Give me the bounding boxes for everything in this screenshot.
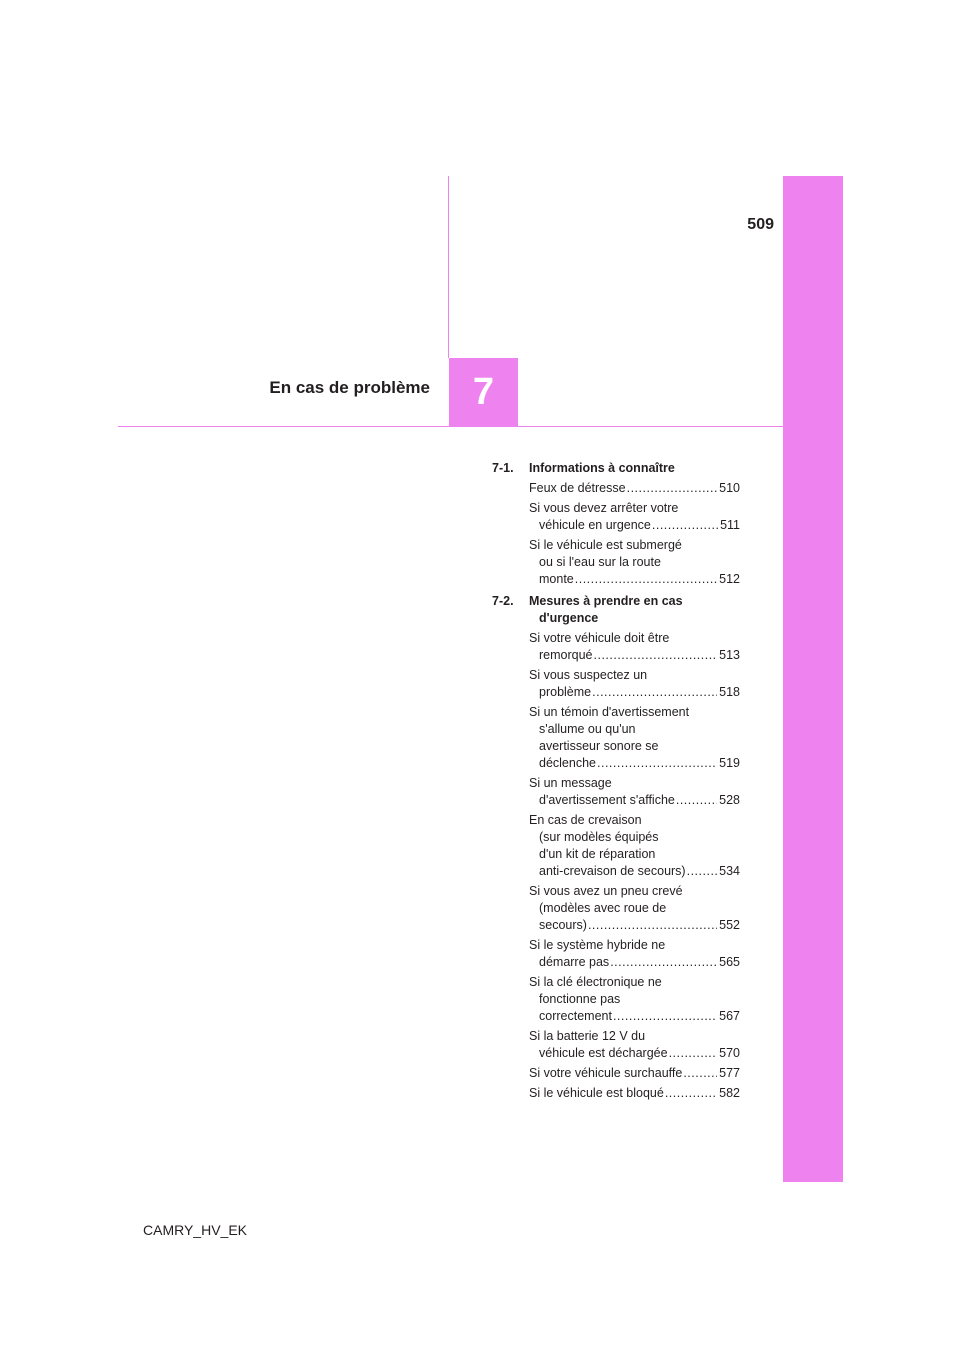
toc-entry-text: remorqué bbox=[539, 648, 593, 662]
toc-section-title bbox=[529, 460, 740, 477]
toc-entry-page: 565 bbox=[719, 955, 740, 969]
toc-entry-page: 512 bbox=[719, 572, 740, 586]
toc-entry-text: En cas de crevaison bbox=[529, 813, 642, 827]
toc-entry[interactable] bbox=[529, 812, 740, 880]
toc-entry-page: 519 bbox=[719, 756, 740, 770]
toc-entry-page: 570 bbox=[719, 1046, 740, 1060]
toc-entry-page: 552 bbox=[719, 918, 740, 932]
page-number: 509 bbox=[747, 216, 774, 233]
toc-entry-text: fonctionne pas bbox=[539, 992, 621, 1006]
toc-entry[interactable] bbox=[529, 630, 740, 664]
toc-entry-text: secours) bbox=[539, 918, 587, 932]
document-code: CAMRY_HV_EK bbox=[143, 1222, 248, 1238]
header-horizontal-rule bbox=[118, 426, 783, 427]
toc-entry-text: Si le véhicule est bloqué bbox=[529, 1086, 664, 1100]
toc-entry-page: 511 bbox=[720, 518, 740, 532]
toc-entry-text: Si vous devez arrêter votre bbox=[529, 501, 679, 515]
toc-entry-text: (modèles avec roue de bbox=[539, 901, 667, 915]
toc-entry-text: Si le système hybride ne bbox=[529, 938, 666, 952]
toc-entry-text: Feux de détresse bbox=[529, 481, 626, 495]
toc-entry-page: 582 bbox=[719, 1086, 740, 1100]
toc-entry-page: 513 bbox=[719, 648, 740, 662]
toc-entry-text: démarre pas bbox=[539, 955, 610, 969]
toc-section-title bbox=[529, 593, 740, 627]
toc-entry-text: monte bbox=[539, 572, 574, 586]
toc-entry-text: s'allume ou qu'un bbox=[539, 722, 636, 736]
toc-section-heading[interactable] bbox=[492, 460, 740, 477]
toc-entry-list bbox=[529, 480, 740, 588]
toc-entry-page: 510 bbox=[719, 481, 740, 495]
toc-entry[interactable] bbox=[529, 500, 740, 534]
toc-entry[interactable] bbox=[529, 480, 740, 497]
toc-dot-leader bbox=[594, 647, 718, 664]
toc-entry[interactable] bbox=[529, 937, 740, 971]
chapter-number-box: 7 bbox=[449, 358, 518, 426]
toc-dot-leader bbox=[669, 1045, 718, 1062]
toc-entry-page: 518 bbox=[719, 685, 740, 699]
toc-entry[interactable] bbox=[529, 1065, 740, 1082]
toc-section-number: 7-2. bbox=[492, 594, 514, 608]
toc-entry-text: correctement bbox=[539, 1009, 612, 1023]
toc-section-number: 7-1. bbox=[492, 461, 514, 475]
toc-entry-text: Si vous suspectez un bbox=[529, 668, 648, 682]
toc-section-heading[interactable] bbox=[492, 593, 740, 627]
toc-entry-list bbox=[529, 630, 740, 1102]
toc-entry-page: 528 bbox=[719, 793, 740, 807]
toc-entry-page: 577 bbox=[719, 1066, 740, 1080]
toc-entry-page: 567 bbox=[719, 1009, 740, 1023]
toc-entry-text: (sur modèles équipés bbox=[539, 830, 659, 844]
toc-entry[interactable] bbox=[529, 1085, 740, 1102]
toc-entry-text: Si le véhicule est submergé bbox=[529, 538, 682, 552]
toc-entry-text: anti-crevaison de secours) bbox=[539, 864, 686, 878]
toc-section-title-line: Mesures à prendre en cas bbox=[529, 594, 683, 608]
toc-dot-leader bbox=[613, 1008, 717, 1025]
table-of-contents bbox=[492, 460, 740, 1107]
toc-entry[interactable] bbox=[529, 1028, 740, 1062]
toc-section-title-line: d'urgence bbox=[539, 611, 599, 625]
toc-entry[interactable] bbox=[529, 883, 740, 934]
toc-dot-leader bbox=[683, 1065, 717, 1082]
toc-entry-text: véhicule en urgence bbox=[539, 518, 651, 532]
toc-entry-text: Si un témoin d'avertissement bbox=[529, 705, 690, 719]
toc-entry-text: d'avertissement s'affiche bbox=[539, 793, 675, 807]
toc-entry[interactable] bbox=[529, 775, 740, 809]
toc-dot-leader bbox=[575, 571, 717, 588]
toc-entry-text: Si la clé électronique ne bbox=[529, 975, 662, 989]
toc-dot-leader bbox=[687, 863, 718, 880]
header-vertical-rule bbox=[448, 176, 449, 358]
toc-entry-text: avertisseur sonore se bbox=[539, 739, 659, 753]
toc-dot-leader bbox=[588, 917, 717, 934]
chapter-title: En cas de problème bbox=[269, 378, 430, 397]
toc-entry-text: véhicule est déchargée bbox=[539, 1046, 668, 1060]
toc-entry-text: d'un kit de réparation bbox=[539, 847, 656, 861]
toc-section-title-line: Informations à connaître bbox=[529, 461, 675, 475]
toc-entry[interactable] bbox=[529, 704, 740, 772]
toc-entry-text: Si vous avez un pneu crevé bbox=[529, 884, 683, 898]
toc-entry-text: Si votre véhicule doit être bbox=[529, 631, 670, 645]
toc-entry-text: Si la batterie 12 V du bbox=[529, 1029, 646, 1043]
toc-dot-leader bbox=[597, 755, 717, 772]
toc-entry-text: problème bbox=[539, 685, 592, 699]
toc-entry-text: déclenche bbox=[539, 756, 596, 770]
toc-entry[interactable] bbox=[529, 537, 740, 588]
chapter-side-tab bbox=[783, 176, 843, 1182]
toc-entry[interactable] bbox=[529, 667, 740, 701]
toc-entry-text: Si un message bbox=[529, 776, 612, 790]
toc-entry[interactable] bbox=[529, 974, 740, 1025]
toc-dot-leader bbox=[592, 684, 717, 701]
toc-dot-leader bbox=[652, 517, 718, 534]
toc-entry-page: 534 bbox=[719, 864, 740, 878]
toc-entry-text: Si votre véhicule surchauffe bbox=[529, 1066, 683, 1080]
toc-dot-leader bbox=[665, 1085, 717, 1102]
toc-entry-text: ou si l'eau sur la route bbox=[539, 555, 661, 569]
toc-dot-leader bbox=[676, 792, 717, 809]
toc-dot-leader bbox=[627, 480, 718, 497]
toc-dot-leader bbox=[610, 954, 717, 971]
